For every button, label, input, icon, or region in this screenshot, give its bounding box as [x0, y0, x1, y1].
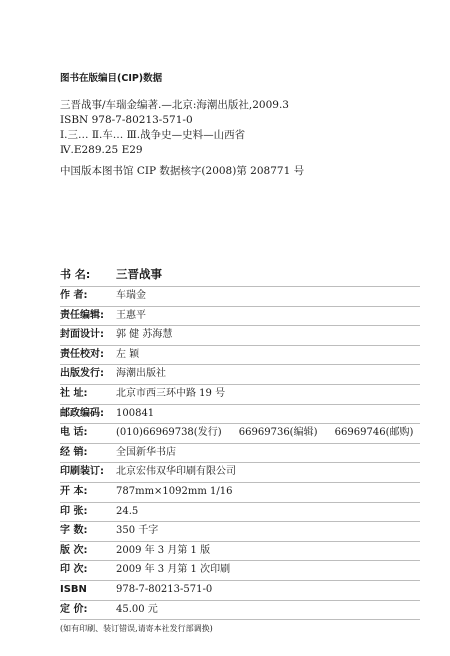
info-value: 350 千字: [116, 525, 159, 537]
info-value: 全国新华书店: [116, 446, 176, 458]
info-row-printer: [60, 463, 420, 483]
info-row-editor: [60, 307, 420, 327]
info-value: 787mm×1092mm 1/16: [116, 485, 233, 497]
info-value: 海潮出版社: [116, 368, 166, 380]
info-value: 100841: [116, 407, 155, 419]
info-value: 郭 健 苏海慧: [116, 329, 173, 341]
info-value: 2009 年 3 月第 1 版: [116, 544, 211, 556]
info-value: 左 颖: [116, 348, 140, 360]
phone-sales: (010)66969738(发行): [116, 427, 222, 439]
info-row-sheets: [60, 503, 420, 523]
info-label: ISBN: [60, 583, 87, 595]
info-label: 开 本:: [60, 485, 88, 497]
info-row-address: [60, 385, 420, 405]
cip-isbn: ISBN 978-7-80213-571-0: [60, 114, 193, 126]
info-row-isbn: [60, 581, 420, 601]
info-label: 责任校对:: [60, 348, 104, 360]
info-row-author: [60, 287, 420, 307]
info-label: 印 张:: [60, 505, 88, 517]
info-label: 电 话:: [60, 427, 88, 439]
info-value: 24.5: [116, 505, 139, 517]
info-label: 邮政编码:: [60, 407, 104, 419]
book-info-block: [60, 263, 420, 636]
info-row-publisher: [60, 365, 420, 385]
info-row-cover-design: [60, 326, 420, 346]
info-label: 责任编辑:: [60, 309, 104, 321]
info-value: 车瑞金: [116, 290, 146, 301]
info-row-price: [60, 601, 420, 621]
phone-values: [116, 424, 420, 443]
info-label: 版 次:: [60, 544, 88, 556]
book-title-row: [60, 263, 420, 287]
info-label: 出版发行:: [60, 368, 104, 380]
info-value: 北京宏伟双华印刷有限公司: [116, 466, 236, 478]
info-label: 经 销:: [60, 446, 88, 458]
info-row-printing: [60, 561, 420, 581]
cip-subject-terms: Ⅰ.三… Ⅱ.车… Ⅲ.战争史—史料—山西省: [60, 129, 246, 141]
info-label: 印刷装订:: [60, 466, 104, 478]
cip-block: [60, 70, 420, 179]
info-value: 978-7-80213-571-0: [116, 583, 213, 595]
info-row-postcode: [60, 405, 420, 425]
phone-mail-order: 66969746(邮购): [334, 427, 414, 439]
info-value: 45.00 元: [116, 603, 158, 615]
cip-bibliographic-entry: 三晋战事/车瑞金编著.—北京:海潮出版社,2009.3: [60, 99, 289, 111]
info-row-phone: [60, 424, 420, 444]
cip-heading: 图书在版编目(CIP)数据: [60, 73, 163, 84]
phone-editorial: 66969736(编辑): [238, 427, 318, 439]
info-value: 2009 年 3 月第 1 次印刷: [116, 564, 231, 576]
return-notice: (如有印刷、装订错误,请寄本社发行部调换): [60, 624, 213, 634]
info-label: 封面设计:: [60, 329, 104, 341]
info-row-word-count: [60, 522, 420, 542]
info-label: 字 数:: [60, 525, 88, 537]
info-label: 定 价:: [60, 603, 88, 615]
info-row-distributor: [60, 444, 420, 464]
cip-catalog-number: 中国版本图书馆 CIP 数据核字(2008)第 208771 号: [60, 165, 305, 177]
info-label: 社 址:: [60, 387, 88, 399]
info-row-format: [60, 483, 420, 503]
book-title-label: 书 名:: [60, 268, 91, 281]
cip-classification: Ⅳ.E289.25 E29: [60, 144, 143, 156]
info-label: 印 次:: [60, 564, 88, 576]
info-value: 王惠平: [116, 309, 146, 321]
book-title-value: 三晋战事: [116, 267, 162, 281]
info-value: 北京市西三环中路 19 号: [116, 387, 226, 399]
info-row-edition: [60, 542, 420, 562]
info-label: 作 者:: [60, 290, 88, 301]
info-row-proofreader: [60, 346, 420, 366]
